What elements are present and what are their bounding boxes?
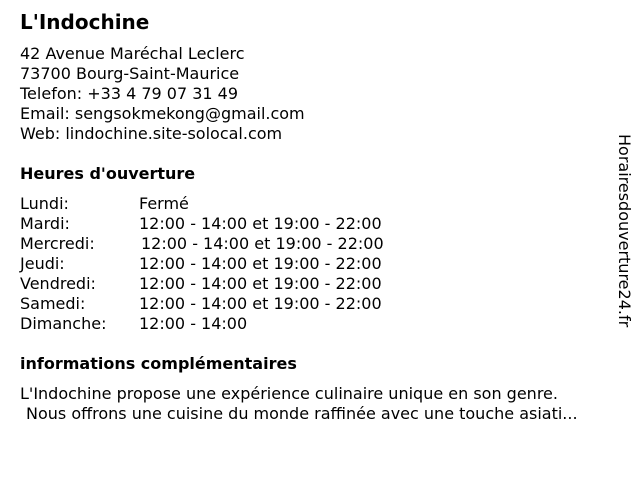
description-line: Nous offrons une cuisine du monde raffinée avec une touche asiati...	[26, 404, 578, 423]
address-street: 42 Avenue Maréchal Leclerc	[20, 44, 245, 63]
address-city: 73700 Bourg-Saint-Maurice	[20, 64, 240, 83]
contact-block	[20, 44, 305, 144]
hours-value: 12:00 - 14:00 et 19:00 - 22:00	[141, 234, 384, 253]
hours-value: 12:00 - 14:00 et 19:00 - 22:00	[139, 294, 382, 313]
additional-info-heading: informations complémentaires	[20, 354, 297, 373]
opening-hours-heading: Heures d'ouverture	[20, 164, 196, 183]
day-label: Jeudi:	[20, 254, 65, 273]
day-label: Lundi:	[20, 194, 69, 213]
hours-value: Fermé	[139, 194, 189, 213]
description-line: L'Indochine propose une expérience culinaire unique en son genre.	[20, 384, 558, 403]
phone-number[interactable]: Telefon: +33 4 79 07 31 49	[20, 84, 239, 103]
site-watermark: Horairesdouverture24.fr	[615, 134, 634, 328]
day-label: Samedi:	[20, 294, 86, 313]
business-name: L'Indochine	[20, 10, 150, 34]
hours-value: 12:00 - 14:00 et 19:00 - 22:00	[139, 214, 382, 233]
hours-value: 12:00 - 14:00 et 19:00 - 22:00	[139, 254, 382, 273]
email-address[interactable]: Email: sengsokmekong@gmail.com	[20, 104, 305, 123]
day-label: Dimanche:	[20, 314, 107, 333]
hours-value: 12:00 - 14:00 et 19:00 - 22:00	[139, 274, 382, 293]
day-label: Mercredi:	[20, 234, 95, 253]
website[interactable]: Web: lindochine.site-solocal.com	[20, 124, 283, 143]
description-block	[20, 384, 630, 424]
day-label: Mardi:	[20, 214, 70, 233]
hours-value: 12:00 - 14:00	[139, 314, 248, 333]
day-label: Vendredi:	[20, 274, 96, 293]
